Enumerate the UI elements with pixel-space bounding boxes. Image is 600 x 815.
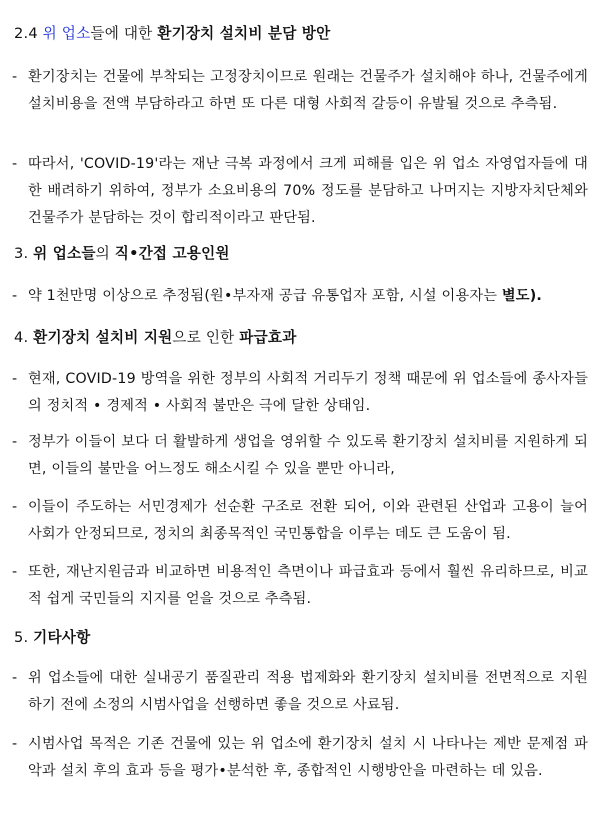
section-heading-4 [14,324,588,351]
heading-number: 2.4 [14,25,38,42]
section-heading-3 [14,240,588,267]
paragraph-text: 정부가 이들이 보다 더 활발하게 생업을 영위할 수 있도록 환기장치 설치비를 지원하게 되면, 이들의 불만을 어느정도 해소시킬 수 있을 뿐만 아니라, [28,434,588,477]
heading-number: 3. [14,245,29,262]
paragraph-text: 이들이 주도하는 서민경제가 선순환 구조로 전환 되어, 이와 관련된 산업과 고용이 늘어 사회가 안정되므로, 정치의 최종목적인 국민통합을 이루는 데도 큰 도움이 됨. [28,499,588,542]
paragraph-text: ). [529,288,542,304]
paragraph-text: 시범사업 목적은 기존 건물에 있는 위 업소에 환기장치 설치 시 나타나는 제반 문제점 파악과 설치 후의 효과 등을 평가•분석한 후, 종합적인 시행방안을 마련하는 데 있음. [28,736,588,779]
paragraph-text: 약 1천만명 이상으로 추정됨(원•부자재 공급 유통업자 포함, 시설 이용자는 [28,288,502,304]
paragraph [12,429,588,483]
paragraph [12,731,588,785]
heading-bold-text: 환기장치 설치비 분담 방안 [157,25,331,42]
heading-text: 의 [95,245,115,262]
bullet-dash: - [12,69,18,85]
paragraph-text: 현재, COVID-19 방역을 위한 정부의 사회적 거리두기 정책 때문에 위 업소들에 종사자들의 정치적 • 경제적 • 사회적 불만은 극에 달한 상태임. [28,371,588,414]
bullet-dash: - [12,670,18,686]
bullet-dash: - [12,434,18,450]
heading-highlight-text: 위 업소 [42,25,91,42]
heading-text: 들에 대한 [90,25,158,42]
bullet-dash: - [12,371,18,387]
heading-bold-text: 위 업소들 [33,245,96,262]
paragraph [12,665,588,719]
section-heading-2-4 [14,20,588,47]
paragraph [12,366,588,420]
section-heading-5 [14,624,588,651]
bullet-dash: - [12,736,18,752]
heading-text: 으로 인한 [172,329,240,346]
paragraph [12,64,588,118]
paragraph [12,494,588,548]
bullet-dash: - [12,499,18,515]
paragraph [12,151,588,232]
bullet-dash: - [12,288,18,304]
heading-bold-text: 기타사항 [33,629,91,646]
bullet-dash: - [12,156,18,172]
paragraph-text: 따라서, 'COVID-19'라는 재난 극복 과정에서 크게 피해를 입은 위 업소 자영업자들에 대한 배려하기 위하여, 정부가 소요비용의 70% 정도를 분담하고 나머지는 지방자치단체와 건물주가 분담하는 것이 합리적이라고 판단됨. [28,156,588,226]
paragraph-text: 위 업소들에 대한 실내공기 품질관리 적용 법제화와 환기장치 설치비를 전면적으로 지원하기 전에 소정의 시범사업을 선행하면 좋을 것으로 사료됨. [28,670,588,713]
paragraph [12,559,588,613]
paragraph-text: 환기장치는 건물에 부착되는 고정장치이므로 원래는 건물주가 설치해야 하나, 건물주에게 설치비용을 전액 부담하라고 하면 또 다른 대형 사회적 갈등이 유발될 것으로 추측됨. [28,69,588,112]
paragraph-text: 또한, 재난지원금과 비교하면 비용적인 측면이나 파급효과 등에서 훨씬 유리하므로, 비교적 쉽게 국민들의 지지를 얻을 것으로 추측됨. [28,564,588,607]
paragraph [12,283,588,310]
heading-bold-text: 직•간접 고용인원 [114,245,230,262]
heading-bold-text: 환기장치 설치비 지원 [33,329,173,346]
bullet-dash: - [12,564,18,580]
heading-number: 4. [14,329,29,346]
paragraph-bold-text: 별도 [501,288,530,304]
heading-bold-text: 파급효과 [239,329,297,346]
heading-number: 5. [14,629,29,646]
